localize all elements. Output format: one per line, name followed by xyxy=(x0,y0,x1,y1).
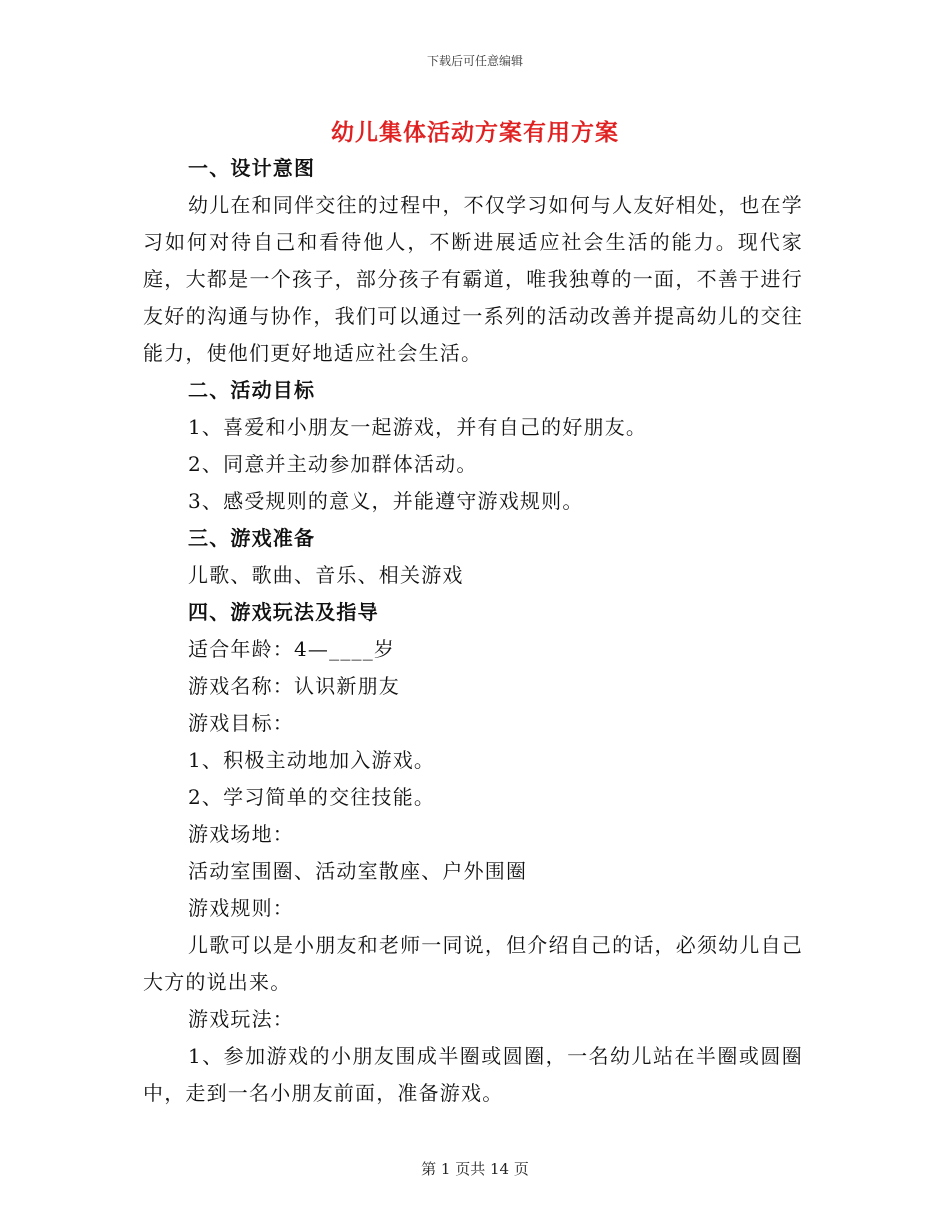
game-goal-item: 2、学习简单的交往技能。 xyxy=(188,785,436,809)
game-age: 适合年龄：4—____岁 xyxy=(188,637,396,661)
game-goal-label: 游戏目标： xyxy=(188,711,294,735)
game-rules-label: 游戏规则： xyxy=(188,896,294,920)
game-rules-text: 儿歌可以是小朋友和老师一同说，但介绍自己的话，必须幼儿自己大方的说出来。 xyxy=(143,933,803,994)
section-heading-design: 一、设计意图 xyxy=(188,156,316,180)
goal-item: 2、同意并主动参加群体活动。 xyxy=(188,452,478,476)
document-body xyxy=(143,150,803,1112)
prep-text: 儿歌、歌曲、音乐、相关游戏 xyxy=(188,563,464,587)
header-note: 下载后可任意编辑 xyxy=(426,54,523,68)
game-name: 游戏名称：认识新朋友 xyxy=(188,674,400,698)
game-venue-label: 游戏场地： xyxy=(188,822,294,846)
section-heading-prep: 三、游戏准备 xyxy=(188,526,316,550)
goal-item: 1、喜爱和小朋友一起游戏，并有自己的好朋友。 xyxy=(188,415,648,439)
section-heading-play: 四、游戏玩法及指导 xyxy=(188,600,379,624)
game-goal-item: 1、积极主动地加入游戏。 xyxy=(188,748,436,772)
game-venue-text: 活动室围圈、活动室散座、户外围圈 xyxy=(188,859,528,883)
document-title: 幼儿集体活动方案有用方案 xyxy=(331,119,619,146)
design-paragraph: 幼儿在和同伴交往的过程中，不仅学习如何与人友好相处，也在学习如何对待自己和看待他人，不断进展适应社会生活的能力。现代家庭，大都是一个孩子，部分孩子有霸道，唯我独尊的一面，不善于进行友好的沟通与协作，我们可以通过一系列的活动改善并提高幼儿的交往能力，使他们更好地适应社会生活。 xyxy=(143,193,803,365)
section-heading-goals: 二、活动目标 xyxy=(188,378,316,402)
game-method-label: 游戏玩法： xyxy=(188,1007,294,1031)
goal-item: 3、感受规则的意义，并能遵守游戏规则。 xyxy=(188,489,584,513)
game-method-text: 1、参加游戏的小朋友围成半圈或圆圈，一名幼儿站在半圈或圆圈中，走到一名小朋友前面，准备游戏。 xyxy=(143,1044,803,1105)
page-footer: 第 1 页共 14 页 xyxy=(421,1160,529,1178)
